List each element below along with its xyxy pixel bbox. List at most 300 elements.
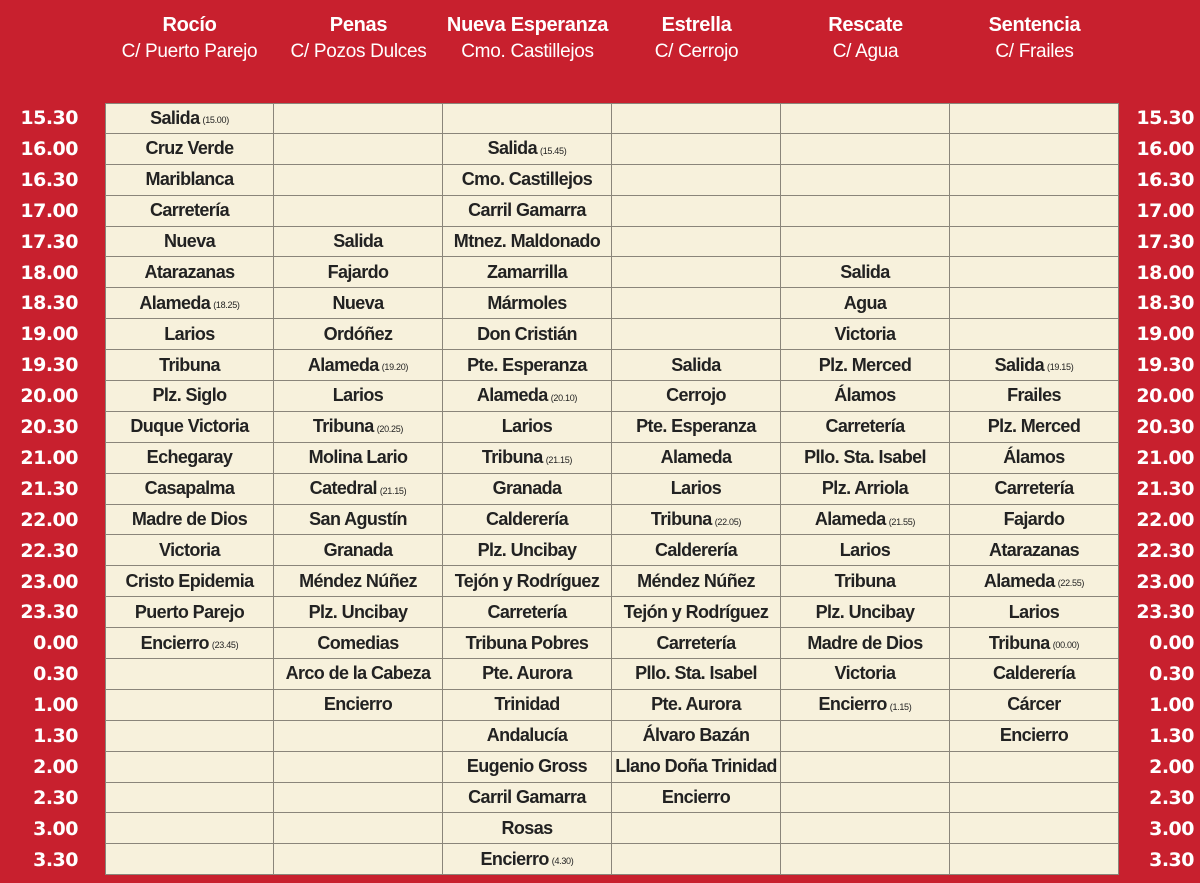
table-row	[105, 721, 1119, 752]
location: Cerrojo	[666, 385, 726, 406]
table-cell	[781, 381, 950, 412]
table-cell	[950, 474, 1119, 505]
table-cell	[781, 844, 950, 875]
schedule-table	[105, 103, 1119, 875]
table-cell	[443, 566, 612, 597]
location: Atarazanas	[144, 261, 235, 282]
table-cell	[274, 628, 443, 659]
location: Molina Lario	[308, 447, 408, 468]
time-label-right: 18.00	[1136, 261, 1194, 284]
table-cell	[443, 628, 612, 659]
location: Cruz Verde	[145, 138, 234, 159]
table-cell	[781, 288, 950, 319]
table-row	[105, 566, 1119, 597]
column-header	[274, 14, 443, 63]
table-cell	[612, 134, 781, 165]
location: Larios	[670, 478, 722, 499]
column-header	[781, 14, 950, 63]
location: Andalucía	[486, 725, 568, 746]
table-row	[105, 350, 1119, 381]
location: Don Cristián	[477, 323, 577, 344]
table-cell	[274, 381, 443, 412]
location: Salida	[671, 354, 721, 375]
table-cell	[950, 597, 1119, 628]
table-cell	[781, 783, 950, 814]
time-label-left: 17.00	[20, 199, 78, 222]
table-cell	[950, 103, 1119, 134]
time-label-right: 23.30	[1136, 601, 1194, 624]
table-cell	[443, 227, 612, 258]
time-label-right: 23.00	[1136, 570, 1194, 593]
location: Pllo. Sta. Isabel	[804, 447, 926, 468]
location: Cmo. Castillejos	[461, 169, 593, 190]
table-cell	[443, 659, 612, 690]
table-row	[105, 412, 1119, 443]
time-label-right: 17.00	[1136, 199, 1194, 222]
table-cell	[443, 844, 612, 875]
table-cell	[105, 103, 274, 134]
table-cell	[274, 535, 443, 566]
location: Cárcer	[1007, 694, 1061, 715]
table-cell	[781, 350, 950, 381]
table-cell	[612, 721, 781, 752]
table-cell	[950, 381, 1119, 412]
table-cell	[950, 690, 1119, 721]
time-label-left: 16.00	[20, 137, 78, 160]
location: Catedral	[309, 478, 377, 499]
time-label-right: 16.00	[1136, 137, 1194, 160]
location: Tribuna	[312, 416, 374, 437]
time-label-left: 22.00	[20, 508, 78, 531]
table-cell	[274, 227, 443, 258]
time-label-left: 17.30	[20, 230, 78, 253]
location: Encierro	[323, 694, 393, 715]
table-cell	[781, 752, 950, 783]
table-cell	[612, 844, 781, 875]
table-cell	[781, 257, 950, 288]
location: Granada	[492, 478, 562, 499]
table-cell	[274, 196, 443, 227]
location: Cristo Epidemia	[125, 570, 254, 591]
time-note: (1.15)	[889, 701, 912, 712]
location: Encierro	[480, 848, 549, 869]
location: Méndez Núñez	[299, 570, 417, 591]
location: Victoria	[159, 539, 220, 560]
location: Tribuna	[988, 632, 1050, 653]
location: Salida	[333, 231, 383, 251]
table-cell	[274, 659, 443, 690]
table-cell	[105, 566, 274, 597]
table-cell	[950, 721, 1119, 752]
table-cell	[781, 659, 950, 690]
table-cell	[950, 288, 1119, 319]
location: Encierro	[140, 632, 209, 653]
location: Tribuna	[481, 447, 543, 468]
table-row	[105, 597, 1119, 628]
location: Larios	[332, 385, 384, 406]
location: Plz. Siglo	[152, 385, 227, 406]
origin-street: C/ Frailes	[995, 41, 1074, 62]
location: Carretería	[487, 601, 567, 622]
location: Madre de Dios	[807, 632, 923, 653]
location: Salida	[994, 354, 1044, 375]
table-cell	[105, 535, 274, 566]
brotherhood-name: Estrella	[661, 14, 732, 36]
table-cell	[950, 134, 1119, 165]
table-cell	[274, 257, 443, 288]
location: Plz. Uncibay	[815, 601, 915, 622]
time-note: (21.15)	[379, 485, 407, 496]
location: Victoria	[834, 323, 896, 344]
time-note: (21.55)	[888, 516, 916, 527]
table-cell	[781, 813, 950, 844]
brotherhood-name: Rocío	[162, 14, 217, 36]
location: Tribuna	[834, 570, 896, 591]
table-cell	[105, 412, 274, 443]
table-cell	[950, 412, 1119, 443]
table-cell	[105, 319, 274, 350]
location: Arco de la Cabeza	[285, 663, 431, 684]
location: Atarazanas	[988, 539, 1080, 560]
table-cell	[274, 597, 443, 628]
time-label-right: 16.30	[1136, 168, 1194, 191]
column-header	[443, 14, 612, 63]
table-cell	[274, 134, 443, 165]
location: Llano Doña Trinidad	[615, 756, 777, 777]
time-note: (15.45)	[540, 145, 567, 156]
location: Tribuna	[159, 354, 220, 375]
table-cell	[274, 566, 443, 597]
table-cell	[274, 844, 443, 875]
table-cell	[950, 783, 1119, 814]
table-row	[105, 813, 1119, 844]
table-cell	[443, 319, 612, 350]
time-note: (4.30)	[551, 856, 574, 867]
time-label-left: 23.30	[20, 601, 78, 624]
time-label-right: 21.30	[1136, 477, 1194, 500]
location: Alameda	[476, 385, 548, 406]
table-cell	[781, 443, 950, 474]
table-row	[105, 505, 1119, 536]
table-cell	[274, 443, 443, 474]
table-cell	[274, 721, 443, 752]
time-label-right: 15.30	[1136, 107, 1194, 129]
table-cell	[443, 813, 612, 844]
table-cell	[105, 257, 274, 288]
table-cell	[443, 288, 612, 319]
table-row	[105, 165, 1119, 196]
table-cell	[612, 690, 781, 721]
column-header	[950, 14, 1119, 63]
time-label-right: 20.00	[1136, 385, 1194, 408]
table-cell	[105, 813, 274, 844]
table-cell	[612, 227, 781, 258]
time-label-right: 0.30	[1149, 663, 1194, 686]
time-note: (00.00)	[1052, 640, 1080, 651]
location: Larios	[1008, 601, 1060, 622]
location: Alameda	[139, 292, 211, 313]
table-cell	[612, 196, 781, 227]
time-note: (19.20)	[381, 362, 409, 373]
location: Plz. Arriola	[821, 478, 909, 499]
table-cell	[950, 659, 1119, 690]
location: Tejón y Rodríguez	[454, 570, 600, 591]
table-cell	[950, 844, 1119, 875]
time-label-left: 18.30	[20, 292, 78, 315]
time-note: (22.55)	[1057, 578, 1085, 589]
time-label-right: 1.00	[1149, 694, 1194, 717]
table-cell	[274, 813, 443, 844]
time-label-right: 21.00	[1136, 446, 1194, 469]
time-label-left: 1.00	[33, 694, 78, 717]
time-label-left: 22.30	[20, 539, 78, 562]
time-label-left: 23.00	[20, 570, 78, 593]
table-cell	[443, 257, 612, 288]
table-cell	[781, 134, 950, 165]
location: Carril Gamarra	[468, 200, 586, 221]
location: Nueva	[332, 292, 384, 313]
table-cell	[105, 134, 274, 165]
location: Encierro	[999, 725, 1069, 746]
table-cell	[443, 783, 612, 814]
location: Pte. Aurora	[482, 663, 572, 684]
time-label-left: 21.30	[20, 477, 78, 500]
table-cell	[612, 165, 781, 196]
time-label-right: 2.30	[1149, 786, 1194, 809]
table-cell	[781, 690, 950, 721]
table-cell	[950, 257, 1119, 288]
table-cell	[612, 505, 781, 536]
table-cell	[781, 319, 950, 350]
table-cell	[105, 690, 274, 721]
table-cell	[950, 535, 1119, 566]
origin-street: C/ Pozos Dulces	[290, 41, 427, 62]
table-cell	[443, 196, 612, 227]
time-label-right: 22.00	[1136, 508, 1194, 531]
table-row	[105, 196, 1119, 227]
table-cell	[950, 196, 1119, 227]
location: Alameda	[983, 570, 1055, 591]
brotherhood-name: Rescate	[828, 14, 903, 36]
table-cell	[950, 566, 1119, 597]
table-cell	[612, 319, 781, 350]
table-cell	[781, 535, 950, 566]
time-label-right: 19.30	[1136, 354, 1194, 377]
table-cell	[443, 690, 612, 721]
origin-street: C/ Puerto Parejo	[121, 41, 258, 62]
brotherhood-name: Sentencia	[988, 14, 1081, 36]
table-cell	[950, 227, 1119, 258]
table-cell	[781, 165, 950, 196]
time-label-left: 16.30	[20, 168, 78, 191]
table-cell	[105, 659, 274, 690]
time-label-left: 20.00	[20, 385, 78, 408]
location: Carril Gamarra	[468, 787, 586, 808]
table-row	[105, 535, 1119, 566]
table-cell	[950, 505, 1119, 536]
location: Pte. Aurora	[651, 694, 741, 715]
location: Alameda	[660, 447, 732, 468]
table-cell	[781, 721, 950, 752]
location: Álvaro Bazán	[642, 725, 750, 746]
time-label-left: 3.00	[33, 817, 78, 840]
table-row	[105, 752, 1119, 783]
table-cell	[443, 412, 612, 443]
time-note: (22.05)	[714, 516, 742, 527]
location: Mariblanca	[145, 169, 234, 190]
table-cell	[443, 443, 612, 474]
table-cell	[105, 227, 274, 258]
table-cell	[105, 196, 274, 227]
location: Salida	[487, 138, 537, 159]
time-note: (23.45)	[211, 640, 239, 651]
table-cell	[612, 659, 781, 690]
table-cell	[950, 813, 1119, 844]
table-cell	[105, 844, 274, 875]
origin-street: Cmo. Castillejos	[461, 41, 594, 62]
table-cell	[274, 350, 443, 381]
location: Nueva	[163, 231, 216, 251]
origin-street: C/ Cerrojo	[654, 41, 739, 62]
location: Álamos	[834, 385, 896, 406]
location: Eugenio Gross	[466, 756, 588, 777]
table-row	[105, 227, 1119, 258]
table-cell	[612, 257, 781, 288]
table-cell	[781, 566, 950, 597]
time-label-right: 22.30	[1136, 539, 1194, 562]
table-cell	[274, 288, 443, 319]
table-row	[105, 288, 1119, 319]
time-note: (20.25)	[376, 423, 404, 434]
table-cell	[274, 319, 443, 350]
location: Agua	[843, 292, 887, 313]
time-label-left: 19.30	[20, 354, 78, 377]
table-cell	[612, 103, 781, 134]
table-cell	[443, 535, 612, 566]
location: Zamarrilla	[486, 261, 568, 282]
time-label-right: 0.00	[1149, 632, 1194, 655]
table-cell	[105, 628, 274, 659]
time-label-right: 19.00	[1136, 323, 1194, 346]
table-cell	[612, 783, 781, 814]
table-cell	[781, 412, 950, 443]
time-label-left: 2.00	[33, 755, 78, 778]
table-cell	[781, 227, 950, 258]
location: Álamos	[1003, 447, 1065, 468]
time-label-left: 3.30	[33, 848, 78, 871]
table-cell	[950, 628, 1119, 659]
table-row	[105, 844, 1119, 875]
location: Larios	[501, 416, 553, 437]
table-cell	[612, 628, 781, 659]
table-cell	[443, 103, 612, 134]
table-cell	[612, 443, 781, 474]
column-headers	[0, 0, 1200, 100]
table-cell	[274, 165, 443, 196]
table-cell	[105, 165, 274, 196]
location: Carretería	[994, 478, 1074, 499]
location: Victoria	[834, 663, 896, 684]
location: Plz. Merced	[818, 354, 912, 375]
location: Comedias	[317, 632, 399, 653]
location: Puerto Parejo	[134, 601, 245, 622]
time-note: (19.15)	[1047, 362, 1074, 373]
location: Mtnez. Maldonado	[453, 231, 601, 251]
origin-street: C/ Agua	[832, 41, 899, 62]
time-label-left: 21.00	[20, 446, 78, 469]
location: Madre de Dios	[131, 509, 248, 530]
time-label-left: 20.30	[20, 416, 78, 438]
table-cell	[781, 196, 950, 227]
table-cell	[950, 443, 1119, 474]
table-cell	[612, 597, 781, 628]
time-label-left: 2.30	[33, 786, 78, 809]
location: Pte. Esperanza	[467, 354, 587, 375]
time-note: (15.00)	[202, 115, 229, 126]
table-row	[105, 103, 1119, 134]
location: Encierro	[661, 787, 731, 808]
table-cell	[443, 165, 612, 196]
location: Calderería	[654, 539, 738, 560]
location: Méndez Núñez	[637, 570, 755, 591]
location: Salida	[150, 107, 200, 128]
location: Calderería	[992, 663, 1076, 684]
table-cell	[612, 566, 781, 597]
time-note: (18.25)	[213, 300, 240, 311]
time-note: (20.10)	[550, 392, 578, 403]
table-row	[105, 628, 1119, 659]
location: Duque Victoria	[130, 416, 249, 437]
location: Plz. Uncibay	[308, 601, 408, 622]
location: Pte. Esperanza	[636, 416, 756, 437]
location: Alameda	[814, 509, 886, 530]
brotherhood-name: Penas	[329, 14, 388, 36]
location: Fajardo	[1003, 509, 1065, 530]
table-cell	[105, 505, 274, 536]
table-cell	[950, 350, 1119, 381]
table-cell	[105, 474, 274, 505]
table-cell	[781, 474, 950, 505]
table-cell	[781, 628, 950, 659]
table-cell	[781, 103, 950, 134]
table-cell	[274, 783, 443, 814]
table-cell	[274, 505, 443, 536]
table-cell	[443, 505, 612, 536]
table-row	[105, 319, 1119, 350]
location: Alameda	[307, 354, 379, 375]
column-header	[612, 14, 781, 63]
location: Echegaray	[146, 447, 233, 468]
table-row	[105, 443, 1119, 474]
location: Carretería	[825, 416, 905, 437]
table-cell	[443, 474, 612, 505]
time-label-left: 19.00	[20, 323, 78, 346]
table-cell	[274, 474, 443, 505]
table-cell	[105, 443, 274, 474]
location: Tribuna	[650, 509, 712, 530]
location: Rosas	[501, 817, 553, 838]
table-cell	[274, 103, 443, 134]
location: Pllo. Sta. Isabel	[635, 663, 757, 684]
location: Trinidad	[494, 694, 560, 715]
table-cell	[950, 165, 1119, 196]
table-cell	[950, 752, 1119, 783]
location: Plz. Merced	[987, 416, 1081, 437]
table-cell	[612, 412, 781, 443]
time-label-left: 0.00	[33, 632, 78, 655]
table-cell	[612, 474, 781, 505]
time-label-right: 1.30	[1149, 725, 1194, 747]
